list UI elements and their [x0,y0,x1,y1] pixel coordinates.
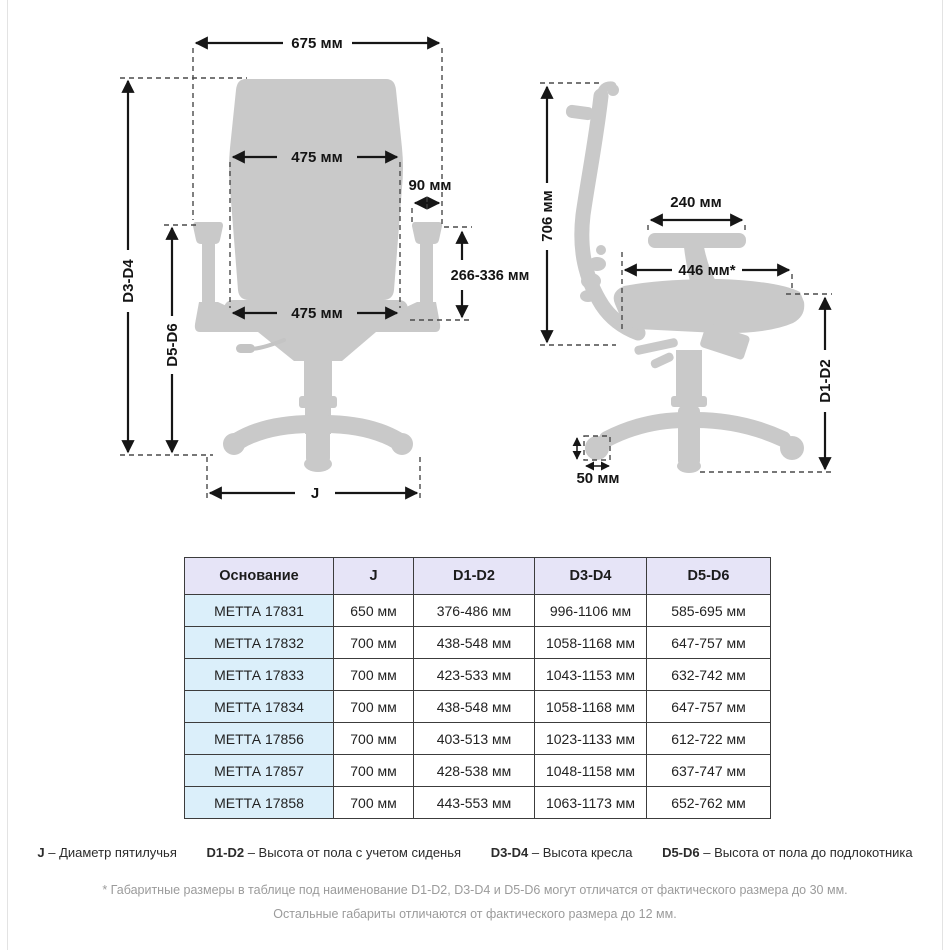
table-cell: 996-1106 мм [535,595,647,627]
front-chair-height-label: D3-D4 [120,259,137,303]
front-left-armrest-pad [193,222,223,244]
table-cell: 585-695 мм [647,595,771,627]
table-cell: 650 мм [334,595,414,627]
row-label: МЕТТА 17834 [185,691,334,723]
side-base-right-arm [690,420,783,439]
legend-item-j [37,845,176,860]
side-seat-height-label: D1-D2 [817,359,834,403]
legend-item-d5d6 [662,845,913,860]
table-cell: 1023-1133 мм [535,723,647,755]
front-seat-width-label: 475 мм [291,305,343,322]
side-gas-lift [676,350,702,400]
row-label: МЕТТА 17857 [185,755,334,787]
table-cell: 403-513 мм [414,723,535,755]
table-cell: 700 мм [334,627,414,659]
row-label: МЕТТА 17856 [185,723,334,755]
table-cell: 700 мм [334,723,414,755]
front-right-armrest-stem [420,243,433,303]
side-seat-depth-label: 446 мм* [678,262,736,279]
table-cell: 438-548 мм [414,627,535,659]
legend-desc: – Высота кресла [528,845,633,860]
side-frame-knob [607,84,619,96]
table-cell: 700 мм [334,755,414,787]
front-right-caster [391,433,413,455]
front-armrest-height-label: 266-336 мм [450,268,530,284]
footnote-line-2: Остальные габариты отличаются от фактического размера до 12 мм. [273,907,677,921]
legend-term: D5-D6 [662,845,700,860]
table-cell: 423-533 мм [414,659,535,691]
front-center-caster [304,456,332,472]
side-lumbar-knob-2 [588,257,606,271]
legend-term: D3-D4 [490,845,529,860]
table-cell: 1058-1168 мм [535,691,647,723]
legend-desc: – Высота от пола до подлокотника [699,845,913,860]
table-cell: 700 мм [334,691,414,723]
table-header-row [185,558,771,595]
side-lever [634,338,679,356]
front-armrest-pad-width-label: 90 мм [408,177,452,194]
legend-item-d1d2 [207,845,462,860]
front-backrest-width-label: 475 мм [291,149,343,166]
header-d1d2: D1-D2 [414,558,535,595]
front-gas-lift-collar [299,396,337,408]
table-cell: 1063-1173 мм [535,787,647,819]
side-base-left-arm [607,420,690,439]
table-cell: 637-747 мм [647,755,771,787]
table-cell: 647-757 мм [647,691,771,723]
row-label: МЕТТА 17833 [185,659,334,691]
side-frame-nub [565,104,595,121]
table-cell: 612-722 мм [647,723,771,755]
legend-term: J [37,845,45,860]
front-left-armrest-stem [202,243,215,303]
legend-desc: – Высота от пола с учетом сиденья [244,845,462,860]
table-cell: 438-548 мм [414,691,535,723]
header-d5d6: D5-D6 [647,558,771,595]
legend-term: D1-D2 [206,845,245,860]
side-lumbar-knob-3 [581,273,601,289]
table-cell: 1043-1153 мм [535,659,647,691]
side-tab [649,351,675,369]
table-row [185,787,771,819]
side-base-center-leg [678,406,700,466]
table-row [185,595,771,627]
table-cell: 1048-1158 мм [535,755,647,787]
table-row [185,755,771,787]
header-j: J [334,558,414,595]
table-row [185,723,771,755]
front-mechanism [258,332,376,361]
front-overall-width-label: 675 мм [291,35,343,52]
row-label: МЕТТА 17832 [185,627,334,659]
footnote-line-1: * Габаритные размеры в таблице под наименование D1-D2, D3-D4 и D5-D6 могут отличатся от фактического размера до 30 мм. [102,883,848,897]
front-backrest [229,79,403,300]
front-gas-lift [304,359,332,399]
table-cell: 647-757 мм [647,627,771,659]
side-lumbar-knob-1 [596,245,606,255]
table-cell: 443-553 мм [414,787,535,819]
table-row [185,659,771,691]
row-label: МЕТТА 17831 [185,595,334,627]
table-row [185,627,771,659]
side-center-caster [677,459,701,473]
side-back-height-label: 706 мм [539,190,556,242]
legend-desc: – Диаметр пятилучья [44,845,177,860]
table-cell: 700 мм [334,659,414,691]
front-right-armrest-pad [412,222,442,244]
side-lumbar-knob-4 [580,290,596,302]
side-right-caster [780,436,804,460]
table-cell: 700 мм [334,787,414,819]
table-cell: 376-486 мм [414,595,535,627]
side-caster-size-label: 50 мм [576,470,620,487]
chair-front-silhouette [193,79,442,472]
legend [0,845,950,860]
front-lever-handle [236,344,255,353]
front-left-caster [223,433,245,455]
header-d3d4: D3-D4 [535,558,647,595]
side-gas-lift-collar [671,396,707,407]
table-cell: 632-742 мм [647,659,771,691]
front-base-diameter-label: J [310,485,320,502]
header-base: Основание [185,558,334,595]
side-armrest-length-label: 240 мм [670,194,722,211]
table-cell: 652-762 мм [647,787,771,819]
footnote [0,878,950,926]
side-left-caster [585,436,609,460]
dimensions-table [184,557,771,819]
legend-item-d3d4 [491,845,633,860]
side-armrest-pad [648,233,746,248]
row-label: МЕТТА 17858 [185,787,334,819]
table-cell: 428-538 мм [414,755,535,787]
front-armrest-floor-label: D5-D6 [164,323,181,367]
table-cell: 1058-1168 мм [535,627,647,659]
table-row [185,691,771,723]
